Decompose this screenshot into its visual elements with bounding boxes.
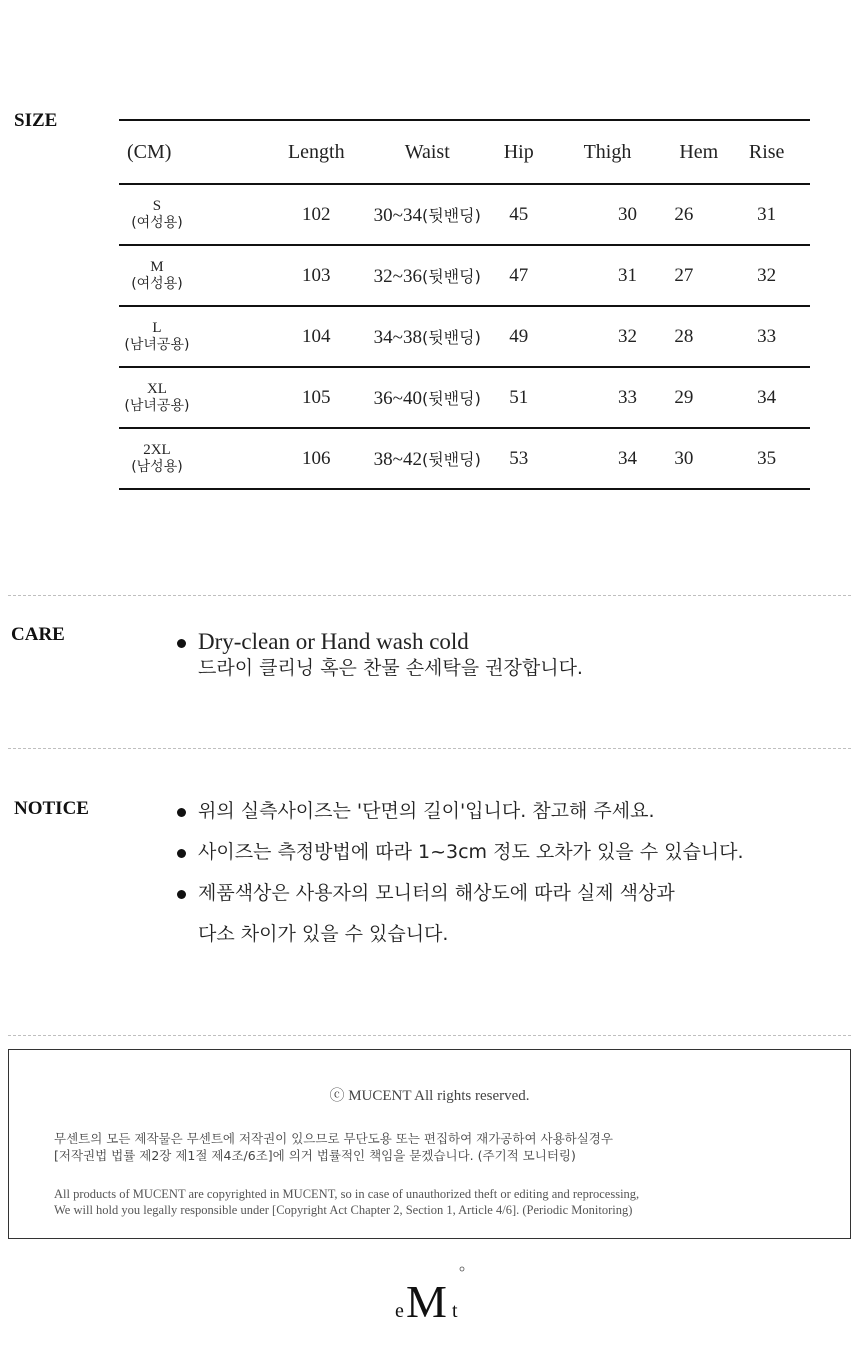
size-name: L [152,319,162,336]
size-cell [119,367,275,428]
logo-letter-t: t [452,1300,458,1322]
copyright-notice-ko-line: 무센트의 모든 제작물은 무센트에 저작권이 있으므로 무단도용 또는 편집하여 재가공하여 사용하실경우 [54,1131,613,1146]
waist-range: 36~40 [373,387,422,409]
copyright-notice-en-line: All products of MUCENT are copyrighted in MUCENT, so in case of unauthorized theft or editing and reprocessing, [54,1187,640,1201]
header-length: Length [287,140,345,163]
thigh-cell: 31 [617,264,637,286]
thigh-cell: 30 [617,203,637,225]
list-item [174,879,834,948]
waist-range: 34~38 [373,326,422,348]
rise-cell: 34 [757,386,777,408]
list-item [174,628,814,682]
notice-section-label: NOTICE [14,798,89,819]
copyright-notice-en-line: We will hold you legally responsible under [Copyright Act Chapter 2, Section 1, Article 4/6]. (Periodic Monitoring) [54,1203,633,1217]
rise-cell: 33 [757,325,777,347]
thigh-cell: 34 [617,447,637,469]
table-row [119,428,810,489]
size-name: XL [146,380,167,397]
size-fit: (남녀공용) [124,336,190,353]
rise-cell: 32 [757,264,777,286]
waist-note: (뒷밴딩) [421,449,481,469]
table-row [119,306,810,367]
waist-cell [358,306,497,367]
length-cell: 102 [302,203,331,225]
care-list [174,628,814,682]
hip-cell: 45 [509,203,529,225]
length-cell: 105 [302,386,331,408]
section-divider [8,595,851,596]
hem-cell: 28 [674,325,694,347]
length-cell: 106 [302,447,331,469]
waist-cell [358,367,497,428]
waist-range: 32~36 [373,265,422,287]
logo-letter-e: e [395,1300,404,1322]
length-cell: 103 [302,264,331,286]
header-thigh: Thigh [583,140,632,163]
rise-cell: 31 [757,203,777,225]
list-item: 사이즈는 측정방법에 따라 1~3cm 정도 오차가 있을 수 있습니다. [174,838,834,866]
care-section-label: CARE [11,624,65,645]
hip-cell: 53 [509,447,529,469]
section-divider [8,748,851,749]
waist-range: 30~34 [373,204,422,226]
section-divider [8,1035,851,1036]
notice-text: 제품색상은 사용자의 모니터의 해상도에 따라 실제 색상과 [198,882,675,904]
size-section-label: SIZE [14,110,58,131]
header-unit: (CM) [127,140,172,163]
size-fit: (여성용) [131,275,183,292]
logo-dot [460,1267,464,1271]
hem-cell: 30 [674,447,694,469]
notice-text-continued: 다소 차이가 있을 수 있습니다. [198,923,449,945]
size-name: 2XL [143,441,171,458]
header-rise: Rise [748,140,785,163]
copyright-notice-en [54,1186,639,1218]
header-waist: Waist [404,140,450,163]
waist-cell [358,184,497,245]
size-name: S [152,197,162,214]
size-fit: (남성용) [131,458,183,475]
notice-list [174,797,834,961]
rise-cell: 35 [757,447,777,469]
thigh-cell: 33 [617,386,637,408]
header-hem: Hem [679,140,719,163]
hip-cell: 49 [509,325,529,347]
hem-cell: 27 [674,264,694,286]
hem-cell: 29 [674,386,694,408]
table-row [119,245,810,306]
length-cell: 104 [302,325,331,347]
size-cell [119,306,275,367]
size-table-header-row [119,120,810,184]
waist-range: 38~42 [373,448,422,470]
size-fit: (여성용) [131,214,183,231]
hip-cell: 51 [509,386,529,408]
copyright-notice-ko [54,1130,613,1164]
size-cell [119,428,275,489]
waist-note: (뒷밴딩) [421,327,481,347]
care-text-en: Dry-clean or Hand wash cold [198,629,469,654]
waist-note: (뒷밴딩) [421,266,481,286]
list-item: 위의 실측사이즈는 '단면의 길이'입니다. 참고해 주세요. [174,797,834,825]
size-name: M [150,258,164,275]
table-row [119,184,810,245]
copyright-box [8,1049,851,1239]
waist-cell [358,428,497,489]
care-text-ko: 드라이 클리닝 혹은 찬물 손세탁을 권장합니다. [198,657,583,679]
logo-letter-m: M [406,1276,447,1326]
size-cell [119,245,275,306]
table-row [119,367,810,428]
thigh-cell: 32 [617,325,637,347]
header-hip: Hip [503,140,534,163]
mucent-logo-icon [395,1266,475,1326]
hem-cell: 26 [674,203,694,225]
waist-note: (뒷밴딩) [421,205,481,225]
size-fit: (남녀공용) [124,397,190,414]
size-cell [119,184,275,245]
waist-cell [358,245,497,306]
waist-note: (뒷밴딩) [421,388,481,408]
copyright-line: ⓒ MUCENT All rights reserved. [329,1088,530,1104]
size-table [119,119,810,490]
copyright-notice-ko-line: [저작권법 법률 제2장 제1절 제4조/6조]에 의거 법률적인 책임을 묻겠습니다. (주기적 모니터링) [54,1148,576,1163]
hip-cell: 47 [509,264,529,286]
